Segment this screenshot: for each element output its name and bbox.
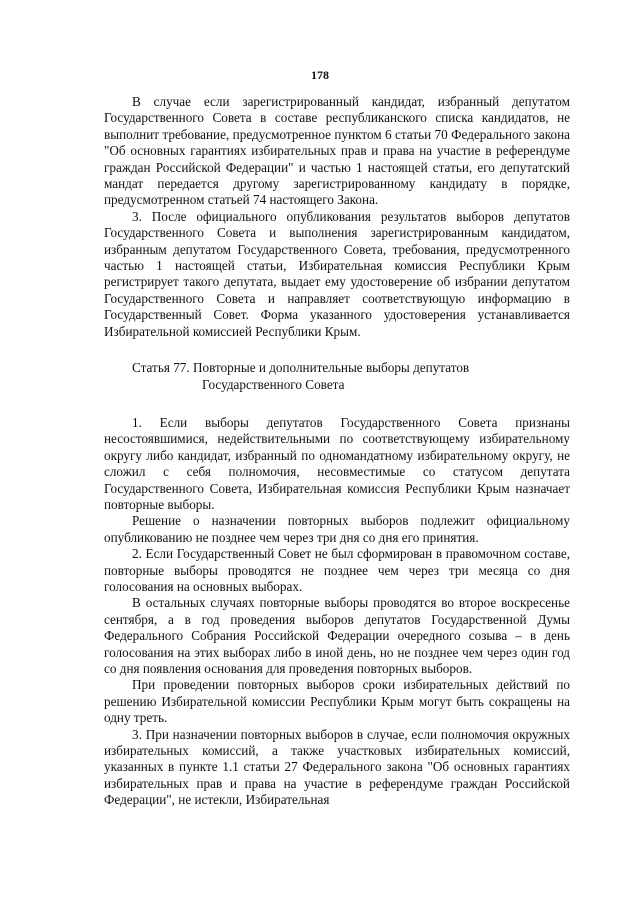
paragraph-deadlines: При проведении повторных выборов сроки избирательных действий по решению Избирательной комиссии Республики Крым могут быть сокращены на одну треть.	[104, 677, 570, 726]
paragraph-repeat-elections-1: 1. Если выборы депутатов Государственного Совета признаны несостоявшимися, недействительными по соответствующему избирательному округу либо кандидат, избранный по одномандатному избирательному округу, не сложил с себя полномочия, несовместимые со статусом депутата Государственного Совета, Избирательная комиссия Республики Крым назначает повторные выборы.	[104, 414, 570, 512]
document-body	[104, 94, 570, 809]
paragraph-publication: Решение о назначении повторных выборов подлежит официальному опубликованию не позднее чем через три дня со дня его принятия.	[104, 513, 570, 545]
paragraph-registration: 3. После официального опубликования результатов выборов депутатов Государственного Совета и выполнения зарегистрированным кандидатом, избранным депутатом Государственного Совета, требования, предусмотренного частью 1 настоящей статьи, Избирательная комиссия Республики Крым регистрирует такого депутата, выдает ему удостоверение об избрании депутатом Государственного Совета и направляет соответствующую информацию в Государственный Совет. Форма указанного удостоверения устанавливается Избирательной комиссией Республики Крым.	[104, 208, 570, 339]
article-heading-line2: Государственного Совета	[202, 376, 345, 392]
paragraph-repeat-elections-3: 3. При назначении повторных выборов в случае, если полномочия окружных избирательных комиссий, а также участковых избирательных комиссий, указанных в пункте 1.1 статьи 27 Федерального закона "Об основных гарантиях избирательных прав и права на участие в референдуме граждан Российской Федерации", не истекли, Избирательная	[104, 726, 570, 808]
article-heading-line1: Статья 77. Повторные и дополнительные выборы депутатов	[132, 360, 470, 376]
page-number: 178	[311, 68, 329, 82]
paragraph-other-cases: В остальных случаях повторные выборы проводятся во второе воскресенье сентября, а в год проведения выборов депутатов Государственной Думы Федерального Собрания Российской Федерации очередного созыва – в день голосования на этих выборах либо в иной день, но не позднее чем через один год со дня появления основания для проведения повторных выборов.	[104, 595, 570, 676]
paragraph-mandate-transfer: В случае если зарегистрированный кандидат, избранный депутатом Государственного Совета в составе республиканского списка кандидатов, не выполнит требование, предусмотренное пунктом 6 статьи 70 Федерального закона "Об основных гарантиях избирательных прав и права на участие в референдуме граждан Российской Федерации" и частью 1 настоящей статьи, его депутатский мандат передается другому зарегистрированному кандидату в порядке, предусмотренном статьей 74 настоящего Закона.	[104, 94, 570, 208]
paragraph-repeat-elections-2: 2. Если Государственный Совет не был сформирован в правомочном составе, повторные выборы проводятся не позднее чем через три месяца со дня голосования на основных выборах.	[104, 546, 570, 594]
article-heading	[104, 360, 570, 393]
